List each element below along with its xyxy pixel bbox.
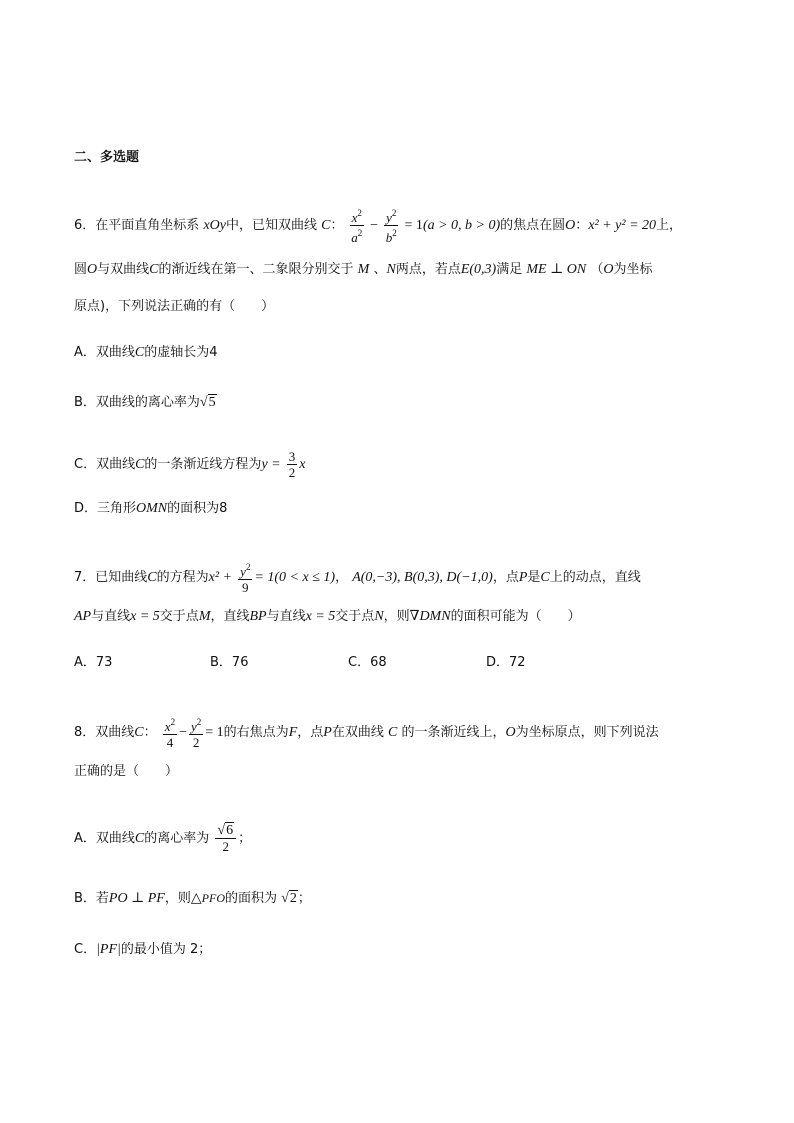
- q6-option-c-x: x: [299, 457, 306, 472]
- q7-fraction-y: $\frac{y^2}{9}$: [240, 562, 251, 595]
- q6-option-a-text: 的虚轴长为4: [144, 345, 218, 360]
- q7-points: A(0,−3), B(0,3), D(−1,0): [352, 570, 493, 585]
- q7-text: ，则: [383, 609, 410, 624]
- q8-option-c: [74, 940, 211, 960]
- q6-equation: = 1: [404, 218, 423, 233]
- q7-text: ，点: [492, 570, 519, 585]
- q7-text: 的面积可能为（ ）: [450, 609, 581, 624]
- q7-x5: x = 5: [130, 609, 160, 624]
- q6-fraction-x: $\frac{x^2}{a^2}$: [351, 208, 363, 245]
- q8-text: 在双曲线: [331, 725, 384, 740]
- q7-ap: AP: [74, 609, 92, 624]
- q8-option-b-condition: PO ⊥ PF: [108, 891, 165, 906]
- q6-n: N: [386, 262, 396, 277]
- q6-option-a: [74, 343, 218, 363]
- q6-line2: [74, 260, 653, 280]
- q6-option-a-c: C: [134, 345, 145, 360]
- q8-f: F: [288, 725, 298, 740]
- q7-option-a: A．73: [74, 655, 113, 670]
- q6-text: 、: [373, 262, 387, 277]
- q8-option-b: [74, 888, 311, 909]
- q7-option-c: C．68: [348, 655, 387, 670]
- q7-line1: [74, 560, 641, 595]
- q8-text: 为坐标原点，则下列说法: [515, 725, 659, 740]
- q7-text: ，: [335, 570, 349, 585]
- q7-text: 的方程为: [156, 570, 209, 585]
- q7-text: 交于点: [335, 609, 375, 624]
- q6-m: M: [357, 262, 370, 277]
- q6-option-d: [74, 499, 227, 519]
- q8-text: ：: [143, 725, 157, 740]
- q6-line1: [74, 206, 682, 245]
- q6-curve-c: C: [321, 218, 331, 233]
- q8-minus: −: [179, 725, 187, 740]
- q6-number: 6．: [74, 218, 96, 233]
- q7-text: 与直线: [266, 609, 306, 624]
- q7-option-b: B．76: [210, 655, 249, 670]
- q6-condition: (a > 0, b > 0): [422, 218, 501, 233]
- q7-c2: C: [540, 570, 550, 585]
- q7-x5b: x = 5: [305, 609, 336, 624]
- q8-c2: C: [387, 725, 398, 740]
- q6-text: 在平面直角坐标系: [95, 218, 200, 233]
- q6-text: ：: [330, 218, 344, 233]
- q7-c: C: [147, 570, 157, 585]
- q6-text: 与双曲线: [97, 262, 150, 277]
- q8-text: 的右焦点为: [223, 725, 289, 740]
- q8-option-a-fraction: $\frac{√6}{2}$: [215, 823, 236, 854]
- q6-option-d-omn: OMN: [136, 501, 168, 516]
- q7-option-d: D．72: [486, 655, 526, 670]
- q7-triangle: ∇DMN: [409, 609, 451, 624]
- q6-option-d-text: D．三角形: [74, 501, 137, 516]
- q8-fraction-x: $\frac{x^2}{4}$: [164, 717, 176, 750]
- q6-text: 圆: [74, 262, 88, 277]
- q8-c: C: [134, 725, 144, 740]
- q8-option-c-text: C．: [74, 942, 97, 957]
- q8-option-a-text: A．双曲线: [74, 831, 135, 846]
- q6-point-e: E(0,3): [460, 262, 497, 277]
- q7-text: ，直线: [210, 609, 250, 624]
- q8-option-b-text: ；: [297, 891, 311, 906]
- q8-option-b-text: 的面积为: [224, 891, 277, 906]
- q7-line2: [74, 607, 581, 627]
- q6-fraction-y: $\frac{y^2}{b^2}$: [385, 208, 397, 245]
- q8-option-b-triangle: △: [190, 891, 202, 906]
- q6-c: C: [149, 262, 159, 277]
- q8-option-b-pfo: PFO: [201, 891, 225, 905]
- q6-text: 为坐标: [613, 262, 653, 277]
- q7-p: P: [518, 570, 528, 585]
- q6-option-c-fraction: $\frac{3}{2}$: [288, 449, 296, 480]
- q8-option-a: [74, 823, 251, 854]
- q8-option-b-text: B．若: [74, 891, 109, 906]
- q6-option-a-text: A．双曲线: [74, 345, 135, 360]
- q8-text: ，点: [297, 725, 324, 740]
- q6-circle-o: O: [565, 218, 576, 233]
- q7-equation: = 1(0 < x ≤ 1): [254, 570, 336, 585]
- q6-option-b: [74, 393, 217, 413]
- q6-option-c: [74, 449, 305, 480]
- q7-text: 上的动点，直线: [549, 570, 641, 585]
- q8-line2: 正确的是（ ）: [74, 764, 179, 779]
- q6-option-c-c: C: [135, 457, 145, 472]
- q6-text: 两点，若点: [395, 262, 461, 277]
- q6-minus: −: [370, 218, 378, 233]
- q8-text: 双曲线: [95, 725, 135, 740]
- q6-text: ：: [575, 218, 589, 233]
- q6-o: O: [87, 262, 98, 277]
- q8-option-a-c: C: [134, 831, 145, 846]
- q8-option-b-sqrt: √2: [281, 891, 297, 906]
- q8-option-c-abs: |PF|: [96, 942, 121, 957]
- q6-text: （: [590, 262, 604, 277]
- q6-circle-equation: x² + y² = 20: [588, 218, 657, 233]
- q7-m: M: [198, 609, 211, 624]
- q6-line3: 原点)，下列说法正确的有（ ）: [74, 299, 275, 314]
- q7-bp: BP: [249, 609, 267, 624]
- q6-text: 的焦点在圆: [500, 218, 566, 233]
- q6-option-c-y: y =: [261, 457, 281, 472]
- q6-text: 中，已知双曲线: [225, 218, 317, 233]
- q8-option-a-text: ；: [238, 831, 252, 846]
- q6-o2: O: [603, 262, 614, 277]
- q6-option-c-text: C．双曲线: [74, 457, 136, 472]
- q6-text: 满足: [496, 262, 523, 277]
- q6-option-d-text: 的面积为8: [167, 501, 228, 516]
- q7-number: 7．: [74, 570, 96, 585]
- q8-equation: = 1: [205, 725, 224, 740]
- q6-option-c-text: 的一条渐近线方程为: [144, 457, 262, 472]
- q8-option-b-text: ，则: [164, 891, 191, 906]
- q6-perpendicular: ME ⊥ ON: [526, 262, 587, 277]
- q7-n: N: [374, 609, 384, 624]
- q6-text: 的渐近线在第一、二象限分别交于: [158, 262, 354, 277]
- q8-fraction-y: $\frac{y^2}{2}$: [190, 717, 202, 750]
- q8-option-c-text: 的最小值为 2；: [120, 942, 212, 957]
- q7-text: 已知曲线: [95, 570, 148, 585]
- section-title: 二、多选题: [74, 150, 140, 165]
- q8-text: 的一条渐近线上，: [401, 725, 506, 740]
- q8-number: 8．: [74, 725, 96, 740]
- q6-text: 上，: [656, 218, 683, 233]
- q7-text: 是: [527, 570, 541, 585]
- q8-line1: [74, 715, 659, 750]
- q8-o: O: [505, 725, 516, 740]
- q8-option-a-text: 的离心率为: [144, 831, 210, 846]
- q8-p: P: [323, 725, 332, 740]
- q6-coord-system: xOy: [203, 218, 226, 233]
- q7-text: 与直线: [91, 609, 131, 624]
- q6-option-b-sqrt: √5: [199, 395, 216, 410]
- q7-text: 交于点: [159, 609, 199, 624]
- q7-x-squared: x² +: [208, 570, 233, 585]
- q6-option-b-text: B．双曲线的离心率为: [74, 395, 200, 410]
